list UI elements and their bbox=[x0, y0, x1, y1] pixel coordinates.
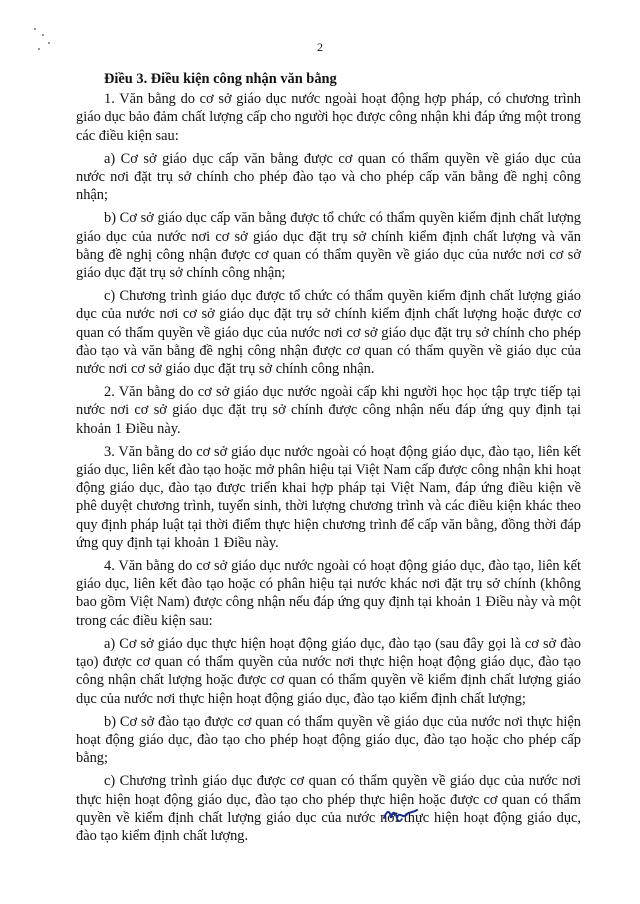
paragraph: c) Chương trình giáo dục được tổ chức có thẩm quyền kiểm định chất lượng giáo dục của nước nơi cơ sở giáo dục đặt trụ sở chính kiểm định chất lượng hoặc được cơ quan có thẩm quyền về giáo dục của nước nơi cơ sở giáo dục đặt trụ sở chính cho phép đào tạo và văn bằng đề nghị công nhận được cơ quan có thẩm quyền về giáo dục của nước nơi cơ sở giáo dục đặt trụ sở chính công nhận. bbox=[76, 288, 581, 378]
article-heading: Điều 3. Điều kiện công nhận văn bằng bbox=[104, 71, 337, 87]
paragraph: 3. Văn bằng do cơ sở giáo dục nước ngoài có hoạt động giáo dục, đào tạo, liên kết giáo dục, liên kết đào tạo hoặc mở phân hiệu tại Việt Nam cấp được công nhận khi hoạt động giáo dục, đào tạo được triển khai hợp pháp tại Việt Nam, đáp ứng điều kiện về phê duyệt chương trình, tuyển sinh, thời lượng chương trình và các điều kiện khác theo quy định pháp luật tại thời điểm thực hiện chương trình để cấp văn bằng, đồng thời đáp ứng quy định tại khoản 1 Điều này. bbox=[76, 443, 581, 551]
paragraph: 2. Văn bằng do cơ sở giáo dục nước ngoài cấp khi người học học tập trực tiếp tại nước nơi cơ sở giáo dục đặt trụ sở chính được công nhận nếu đáp ứng quy định tại khoản 1 Điều này. bbox=[76, 384, 581, 437]
paragraph: 1. Văn bằng do cơ sở giáo dục nước ngoài hoạt động hợp pháp, có chương trình giáo dục bảo đảm chất lượng cấp cho người học được công nhận khi đáp ứng một trong các điều kiện sau: bbox=[76, 91, 581, 144]
paragraph: a) Cơ sở giáo dục thực hiện hoạt động giáo dục, đào tạo (sau đây gọi là cơ sở đào tạo) được cơ quan có thẩm quyền của nước nơi thực hiện hoạt động giáo dục, đào tạo công nhận chất lượng hoặc được cơ quan có thẩm quyền về kiểm định chất lượng giáo dục của nước nơi thực hiện hoạt động giáo dục, đào tạo kiểm định chất lượng; bbox=[76, 635, 581, 707]
paragraph: b) Cơ sở giáo dục cấp văn bằng được tổ chức có thẩm quyền kiểm định chất lượng giáo dục của nước nơi cơ sở giáo dục đặt trụ sở chính kiểm định chất lượng và văn bằng đề nghị công nhận được cơ quan có thẩm quyền về giáo dục của nước nơi cơ sở giáo dục đặt trụ sở chính công nhận; bbox=[76, 210, 581, 282]
initials-mark-icon bbox=[381, 804, 421, 828]
article-body bbox=[76, 70, 581, 850]
paragraph: b) Cơ sở đào tạo được cơ quan có thẩm quyền về giáo dục của nước nơi thực hiện hoạt động giáo dục, đào tạo cho phép hoạt động giáo dục, đào tạo hoặc cho phép cấp bằng; bbox=[76, 713, 581, 767]
paragraph: c) Chương trình giáo dục được cơ quan có thẩm quyền về giáo dục của nước nơi thực hiện hoạt động giáo dục, đào tạo cho phép thực hiện hoặc được cơ quan có thẩm quyền về kiểm định chất lượng giáo dục của nước nơi thực hiện hoạt động giáo dục, đào tạo kiểm định chất lượng. bbox=[76, 773, 581, 844]
paragraph: a) Cơ sở giáo dục cấp văn bằng được cơ quan có thẩm quyền về giáo dục của nước nơi đặt trụ sở chính cho phép đào tạo và cho phép cấp văn bằng đề nghị công nhận; bbox=[76, 150, 581, 204]
paragraph: 4. Văn bằng do cơ sở giáo dục nước ngoài có hoạt động giáo dục, đào tạo, liên kết giáo dục, liên kết đào tạo hoặc có phân hiệu tại nước khác nơi đặt trụ sở chính (không bao gồm Việt Nam) được công nhận nếu đáp ứng quy định tại khoản 1 Điều này và một trong các điều kiện sau: bbox=[76, 558, 581, 629]
page-number: 2 bbox=[317, 40, 323, 54]
